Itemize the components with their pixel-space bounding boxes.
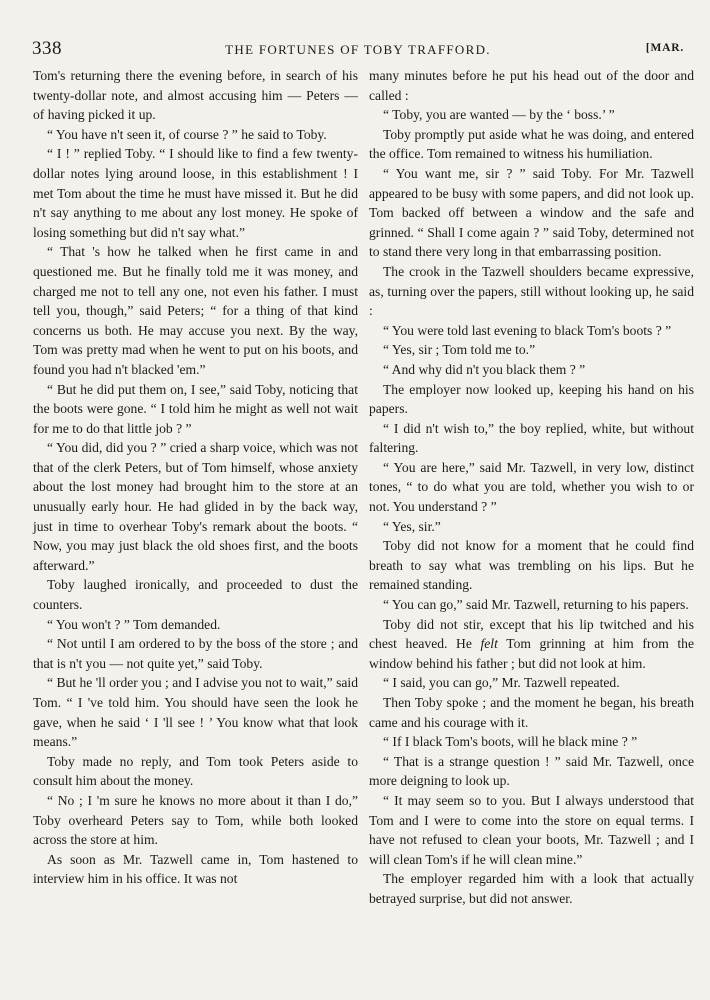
paragraph: “ That 's how he talked when he first came in and questioned me. But he finally told me it was money, and charged me not to tell any one, not even his father. I must tell you, though,” said Peters; “ for a thing of that kind concerns us both. He may accuse you next. By the way, Tom was pretty mad when he went to put on his boots, and found you had n't blacked 'em.”: [33, 244, 358, 377]
paragraph: [369, 615, 694, 674]
paragraph: Toby laughed ironically, and proceeded to dust the counters.: [33, 577, 358, 613]
running-title: THE FORTUNES OF TOBY TRAFFORD.: [225, 42, 491, 57]
paragraph: “ Yes, sir ; Tom told me to.”: [383, 342, 536, 358]
paragraph: “ I did n't wish to,” the boy replied, white, but without faltering.: [369, 420, 694, 456]
paragraph: Toby made no reply, and Tom took Peters aside to consult him about the money.: [33, 753, 358, 789]
paragraph: “ But he 'll order you ; and I advise you not to wait,” said Tom. “ I 've told him. You should have seen the look he gave, when he said ‘ I 'll see ! ’ You know what that look means.”: [33, 675, 358, 750]
paragraph: “ It may seem so to you. But I always understood that Tom and I were to come into the store on equal terms. I have not refused to clean your boots, Mr. Tazwell ; and I will clean Tom's if he will clean mine.”: [369, 792, 694, 867]
paragraph: “ You are here,” said Mr. Tazwell, in very low, distinct tones, “ to do what you are told, whether you wish to or not. You understand ? ”: [369, 459, 694, 515]
paragraph: As soon as Mr. Tazwell came in, Tom hastened to interview him in his office. It was not: [33, 851, 358, 887]
left-column: [33, 66, 358, 889]
page-header: [32, 38, 684, 62]
paragraph: “ You did, did you ? ” cried a sharp voice, which was not that of the clerk Peters, but of Tom himself, whose anxiety about the lost money had brought him to the store at an unusually early hour. He had glided in by the back way, just in time to overhear Toby's remark about the boots. “ Now, you may just black the old shoes first, and the boots afterward.”: [33, 440, 358, 573]
paragraph: The employer regarded him with a look that actually betrayed surprise, but did not answer.: [369, 871, 694, 906]
paragraph: “ You were told last evening to black Tom's boots ? ”: [383, 322, 672, 338]
right-column: [369, 66, 694, 909]
paragraph: Toby promptly put aside what he was doing, and entered the office. Tom remained to witness his humiliation.: [369, 126, 694, 162]
paragraph: “ If I black Tom's boots, will he black mine ? ”: [383, 734, 638, 750]
paragraph: “ You want me, sir ? ” said Toby. For Mr. Tazwell appeared to be busy with some papers, and did not look up. Tom backed off between a window and the safe and grinned. “ Shall I come again ? ” said Toby, determined not to stand there very long in that embarrassing position.: [369, 165, 694, 260]
paragraph: “ But he did put them on, I see,” said Toby, noticing that the boots were gone. “ I told him he might as well not wait for me to do that little job ? ”: [33, 381, 358, 436]
paragraph-text: Toby did not stir, except that his lip twitched and his chest heaved. He: [369, 616, 694, 652]
paragraph: Tom's returning there the evening before, in search of his twenty-dollar note, and almost accusing him — Peters — of having picked it up.: [33, 68, 358, 123]
paragraph: “ No ; I 'm sure he knows no more about it than I do,” Toby overheard Peters say to Tom, while both looked across the store at him.: [33, 792, 358, 848]
paragraph: “ I said, you can go,” Mr. Tazwell repeated.: [383, 675, 620, 691]
paragraph: “ You can go,” said Mr. Tazwell, returning to his papers.: [383, 597, 689, 613]
paragraph: “ That is a strange question ! ” said Mr. Tazwell, once more deigning to look up.: [369, 753, 694, 789]
paragraph: “ Yes, sir.”: [383, 518, 441, 534]
page-number: 338: [32, 38, 62, 59]
paragraph-text: Tom grinning at him from the window behind his father ; but did not look at him.: [369, 636, 694, 671]
paragraph: Then Toby spoke ; and the moment he began, his breath came and his courage with it.: [369, 695, 694, 730]
paragraph: “ Toby, you are wanted — by the ‘ boss.’ ”: [383, 107, 615, 123]
issue-month: [MAR.: [645, 42, 684, 54]
paragraph: The crook in the Tazwell shoulders became expressive, as, turning over the papers, still without looking up, he said :: [369, 263, 694, 319]
paragraph: “ And why did n't you black them ? ”: [383, 361, 586, 377]
paragraph: “ You have n't seen it, of course ? ” he said to Toby.: [47, 126, 327, 142]
paragraph: “ You won't ? ” Tom demanded.: [47, 616, 221, 632]
emphasis: felt: [480, 636, 498, 652]
paragraph: “ Not until I am ordered to by the boss of the store ; and that is n't you — not quite yet,” said Toby.: [33, 636, 358, 671]
paragraph: many minutes before he put his head out of the door and called :: [369, 68, 694, 103]
paragraph: “ I ! ” replied Toby. “ I should like to find a few twenty-dollar notes lying around loose, in this establishment ! I met Tom about the time he must have missed it. But he did n't say anything to me about any lost money. He spoke of losing something but did n't say what.”: [33, 146, 358, 240]
paragraph: The employer now looked up, keeping his hand on his papers.: [369, 381, 694, 417]
paragraph: Toby did not know for a moment that he could find breath to say what was trembling on his lips. But he remained standing.: [369, 538, 694, 593]
